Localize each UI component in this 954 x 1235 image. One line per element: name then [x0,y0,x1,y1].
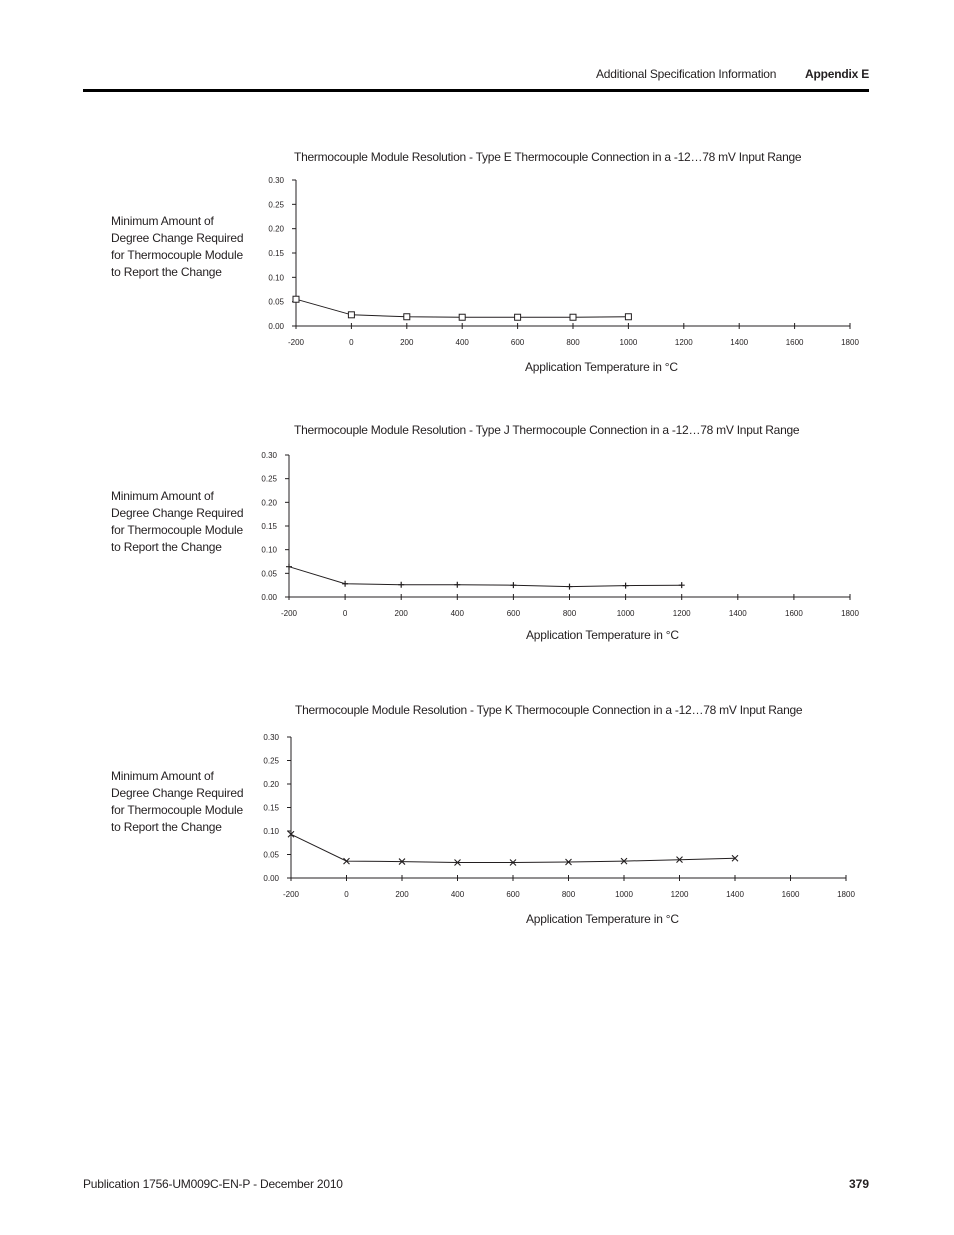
y-tick-label: 0.00 [261,593,277,602]
x-tick-label: 1200 [672,609,691,618]
header-divider [83,89,869,92]
page-number: 379 [849,1177,870,1191]
y-tick-label: 0.30 [261,451,277,460]
header-appendix-label: Appendix E [805,67,870,81]
data-point-marker [293,296,299,302]
y-tick-label: 0.10 [263,827,279,836]
y-tick-label: 0.00 [263,874,279,883]
x-tick-label: 0 [342,609,348,618]
x-tick-label: 0 [344,890,349,899]
data-point-marker [459,314,465,320]
x-tick-label: 200 [400,338,414,347]
x-tick-label: 1200 [674,338,693,347]
x-tick-label: 1800 [841,338,859,347]
x-tick-label: 1400 [728,609,747,618]
chart-type-k [258,732,868,904]
x-tick-label: -200 [282,890,300,899]
x-tick-label: 1800 [841,609,859,618]
y-tick-label: 0.10 [261,545,277,555]
x-tick-label: 1600 [785,609,803,618]
data-point-marker [398,582,404,588]
data-point-marker [679,582,685,588]
x-tick-label: 200 [395,890,409,899]
x-tick-label: 200 [394,609,408,618]
x-axis-label-type-j: Application Temperature in °C [526,628,679,642]
x-tick-label: 400 [450,890,465,899]
data-point-marker [404,314,410,320]
data-point-marker [515,314,521,320]
y-axis-label-type-e: Minimum Amount of Degree Change Required for Thermocouple Module to Report the Change [111,214,244,279]
y-tick-label: 0.20 [261,498,277,508]
x-tick-label: 1600 [785,338,804,347]
data-point-marker [570,314,576,320]
x-tick-label: 800 [566,338,580,347]
x-tick-label: -200 [280,609,298,618]
data-point-marker [567,584,573,590]
y-tick-label: 0.10 [268,273,284,283]
data-point-marker [286,564,292,570]
chart-type-j [258,450,868,622]
y-tick-label: 0.05 [263,850,279,860]
data-point-marker [454,582,460,588]
y-tick-label: 0.25 [261,474,277,484]
data-point-marker [348,312,354,318]
data-point-marker [623,583,629,589]
y-tick-label: 0.15 [261,522,277,531]
x-tick-label: 400 [450,609,464,618]
x-tick-label: 0 [349,338,354,347]
x-axis-label-type-e: Application Temperature in °C [525,360,678,374]
y-tick-label: 0.20 [268,224,284,234]
y-tick-label: 0.05 [261,569,277,579]
y-tick-label: 0.00 [268,322,284,331]
data-point-marker [510,582,516,588]
x-tick-label: 1000 [616,609,635,618]
chart-title-type-k: Thermocouple Module Resolution - Type K Thermocouple Connection in a -12…78 mV Input Range [295,703,803,717]
y-axis-label-type-j: Minimum Amount of Degree Change Required for Thermocouple Module to Report the Change [111,489,244,554]
y-tick-label: 0.30 [268,176,284,185]
header-section-title: Additional Specification Information [596,67,777,81]
data-point-marker [625,314,631,320]
chart-type-e [258,175,868,350]
y-tick-label: 0.25 [263,756,279,766]
chart-title-type-j: Thermocouple Module Resolution - Type J Thermocouple Connection in a -12…78 mV Input Range [294,423,800,437]
y-tick-label: 0.05 [268,297,284,307]
x-tick-label: 1000 [615,890,633,899]
chart-title-type-e: Thermocouple Module Resolution - Type E Thermocouple Connection in a -12…78 mV Input Range [294,150,802,164]
x-tick-label: 1400 [730,338,749,347]
y-tick-label: 0.20 [263,780,279,789]
series-line-type-k [291,834,735,862]
data-point-marker [342,581,348,587]
x-tick-label: 600 [506,890,520,899]
footer-publication: Publication 1756-UM009C-EN-P - December 2010 [83,1177,343,1191]
x-tick-label: 400 [455,338,469,347]
y-tick-label: 0.25 [268,200,284,210]
x-tick-label: 600 [510,338,525,347]
x-tick-label: 1000 [619,338,638,347]
y-tick-label: 0.15 [268,249,284,258]
x-tick-label: 1600 [781,890,800,899]
y-tick-label: 0.15 [263,803,279,813]
x-tick-label: 800 [561,890,576,899]
x-axis-label-type-k: Application Temperature in °C [526,912,679,926]
x-tick-label: 1200 [670,890,689,899]
x-tick-label: 600 [506,609,521,618]
x-tick-label: 1400 [726,890,744,899]
x-tick-label: -200 [287,338,305,347]
x-tick-label: 800 [562,609,577,618]
y-axis-label-type-k: Minimum Amount of Degree Change Required for Thermocouple Module to Report the Change [111,769,244,834]
x-tick-label: 1800 [837,890,855,899]
y-tick-label: 0.30 [263,733,279,742]
